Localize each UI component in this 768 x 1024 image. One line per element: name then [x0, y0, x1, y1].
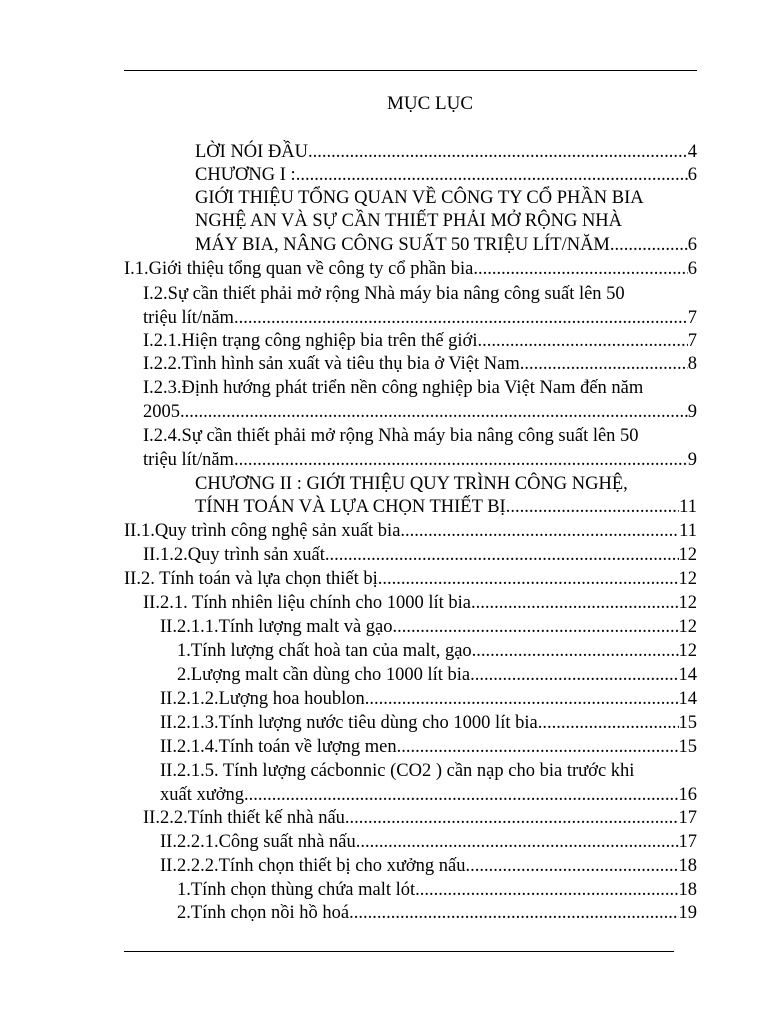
- toc-entry-page: 12: [678, 593, 697, 613]
- toc-entry-page: 12: [678, 617, 697, 637]
- toc-entry-title: LỜI NÓI ĐẦU: [195, 142, 309, 162]
- toc-leader: [180, 400, 688, 424]
- toc-leader: [465, 854, 678, 878]
- toc-entry-page: 17: [678, 808, 697, 828]
- toc-leader: [472, 639, 679, 663]
- toc-leader: [400, 519, 679, 543]
- toc-entry-page: 19: [678, 903, 697, 923]
- toc-entry[interactable]: [124, 519, 697, 543]
- toc-entry-page: 16: [678, 785, 697, 805]
- toc-entry[interactable]: [143, 329, 697, 353]
- toc-leader: [397, 735, 679, 759]
- toc-entry-title: 2005: [143, 402, 180, 422]
- toc-entry-page: 14: [678, 665, 697, 685]
- toc-entry-title: 1.Tính chọn thùng chứa malt lót: [177, 880, 416, 900]
- toc-entry-title: MÁY BIA, NÂNG CÔNG SUẤT 50 TRIỆU LÍT/NĂM: [195, 235, 610, 255]
- toc-entry-title: 2.Tính chọn nồi hồ hoá: [177, 903, 350, 923]
- toc-entry-page: 9: [687, 450, 697, 470]
- toc-entry[interactable]: [160, 783, 697, 807]
- toc-leader: [393, 615, 679, 639]
- toc-leader: [234, 306, 688, 330]
- toc-entry-page: 4: [687, 142, 697, 162]
- toc-leader: [610, 233, 688, 257]
- toc-entry-title: II.2.1.3.Tính lượng nước tiêu dùng cho 1000 lít bia: [160, 713, 538, 733]
- toc-entry[interactable]: [160, 854, 697, 878]
- toc-entry-page: 15: [678, 737, 697, 757]
- toc-entry-title: II.2.2.1.Công suất nhà nấu: [160, 832, 356, 852]
- toc-entry-title: 1.Tính lượng chất hoà tan của malt, gạo: [177, 641, 472, 661]
- toc-entry-continuation: I.2.3.Định hướng phát triển nền công nghiệp bia Việt Nam đến năm: [143, 378, 644, 398]
- toc-entry-title: I.1.Giới thiệu tổng quan về công ty cổ phần bia: [124, 259, 474, 279]
- toc-leader: [356, 830, 679, 854]
- toc-entry-title: TÍNH TOÁN VÀ LỰA CHỌN THIẾT BỊ: [195, 497, 506, 517]
- toc-entry-title: I.2.1.Hiện trạng công nghiệp bia trên thế giới: [143, 331, 478, 351]
- toc-entry[interactable]: [177, 663, 697, 687]
- toc-leader: [345, 806, 679, 830]
- toc-entry[interactable]: [177, 901, 697, 925]
- toc-leader: [365, 687, 679, 711]
- toc-entry-continuation: I.2.Sự cần thiết phải mở rộng Nhà máy bia nâng công suất lên 50: [143, 284, 625, 304]
- toc-entry[interactable]: [143, 806, 697, 830]
- toc-entry-continuation: GIỚI THIỆU TỔNG QUAN VỀ CÔNG TY CỔ PHẦN BIA: [195, 188, 644, 208]
- toc-entry-title: xuất xưởng: [160, 785, 245, 805]
- toc-entry-page: 14: [678, 689, 697, 709]
- toc-entry[interactable]: [195, 140, 697, 164]
- toc-entry-title: II.2.1. Tính nhiên liệu chính cho 1000 lít bia: [143, 593, 471, 613]
- toc-entry[interactable]: [160, 735, 697, 759]
- toc-entry-continuation: NGHỆ AN VÀ SỰ CẦN THIẾT PHẢI MỞ RỘNG NHÀ: [195, 211, 623, 231]
- toc-entry-page: 7: [687, 308, 697, 328]
- toc-entry-page: 18: [678, 880, 697, 900]
- toc-entry-title: II.2.2.Tính thiết kế nhà nấu: [143, 808, 345, 828]
- toc-entry-title: triệu lít/năm: [143, 450, 234, 470]
- toc-entry[interactable]: [143, 400, 697, 424]
- toc-entry-page: 15: [678, 713, 697, 733]
- toc-entry[interactable]: [160, 711, 697, 735]
- toc-entry[interactable]: [124, 567, 697, 591]
- toc-leader: [296, 163, 688, 187]
- toc-entry-title: II.2.1.4.Tính toán về lượng men: [160, 737, 397, 757]
- toc-entry-continuation: I.2.4.Sự cần thiết phải mở rộng Nhà máy bia nâng công suất lên 50: [143, 426, 639, 446]
- toc-leader: [470, 663, 678, 687]
- page-title: MỤC LỤC: [386, 93, 474, 114]
- toc-entry-page: 6: [687, 235, 697, 255]
- toc-entry-title: II.1.Quy trình công nghệ sản xuất bia: [124, 521, 401, 541]
- toc-entry[interactable]: [160, 830, 697, 854]
- toc-entry[interactable]: [177, 639, 697, 663]
- toc-entry-page: 12: [678, 569, 697, 589]
- toc-entry-page: 11: [679, 521, 697, 541]
- toc-entry-page: 11: [679, 497, 697, 517]
- toc-entry[interactable]: [160, 615, 697, 639]
- toc-entry-title: II.2. Tính toán và lựa chọn thiết bị: [124, 569, 378, 589]
- toc-entry-title: II.2.2.2.Tính chọn thiết bị cho xưởng nấu: [160, 856, 466, 876]
- toc-entry[interactable]: [195, 163, 697, 187]
- toc-leader: [415, 878, 678, 902]
- toc-entry-continuation: II.2.1.5. Tính lượng cácbonnic (CO2 ) cần nạp cho bia trước khi: [160, 761, 635, 781]
- toc-leader: [473, 257, 687, 281]
- toc-leader: [538, 711, 679, 735]
- toc-entry[interactable]: [160, 687, 697, 711]
- toc-entry[interactable]: [195, 233, 697, 257]
- toc-entry[interactable]: [143, 352, 697, 376]
- toc-entry-page: 6: [687, 165, 697, 185]
- toc-entry[interactable]: [124, 257, 697, 281]
- toc-entry-title: II.2.1.2.Lượng hoa houblon: [160, 689, 365, 709]
- toc-entry-page: 18: [678, 856, 697, 876]
- toc-entry-continuation: CHƯƠNG II : GIỚI THIỆU QUY TRÌNH CÔNG NGHỆ,: [195, 474, 628, 494]
- toc-entry-page: 8: [687, 354, 697, 374]
- toc-entry[interactable]: [143, 306, 697, 330]
- toc-entry[interactable]: [177, 878, 697, 902]
- toc-leader: [477, 329, 687, 353]
- toc-entry-page: 12: [678, 545, 697, 565]
- footer-rule: [124, 951, 674, 952]
- toc-entry-page: 17: [678, 832, 697, 852]
- toc-entry-title: CHƯƠNG I :: [195, 165, 296, 185]
- toc-entry-title: II.1.2.Quy trình sản xuất: [143, 545, 325, 565]
- toc-entry-page: 9: [687, 402, 697, 422]
- toc-entry-page: 7: [687, 331, 697, 351]
- toc-leader: [308, 140, 688, 164]
- toc-entry[interactable]: [143, 448, 697, 472]
- toc-leader: [325, 543, 679, 567]
- toc-entry-page: 6: [687, 259, 697, 279]
- toc-entry[interactable]: [195, 495, 697, 519]
- toc-entry[interactable]: [143, 543, 697, 567]
- toc-leader: [471, 591, 679, 615]
- toc-leader: [506, 495, 679, 519]
- toc-entry[interactable]: [143, 591, 697, 615]
- toc-entry-page: 12: [678, 641, 697, 661]
- toc-entry-title: II.2.1.1.Tính lượng malt và gạo: [160, 617, 393, 637]
- toc-entry-title: 2.Lượng malt cần dùng cho 1000 lít bia: [177, 665, 471, 685]
- toc-leader: [520, 352, 688, 376]
- toc-leader: [378, 567, 679, 591]
- toc-leader: [349, 901, 678, 925]
- toc-entry-title: I.2.2.Tình hình sản xuất và tiêu thụ bia ở Việt Nam: [143, 354, 520, 374]
- toc-entry-title: triệu lít/năm: [143, 308, 234, 328]
- toc-leader: [234, 448, 688, 472]
- toc-leader: [244, 783, 678, 807]
